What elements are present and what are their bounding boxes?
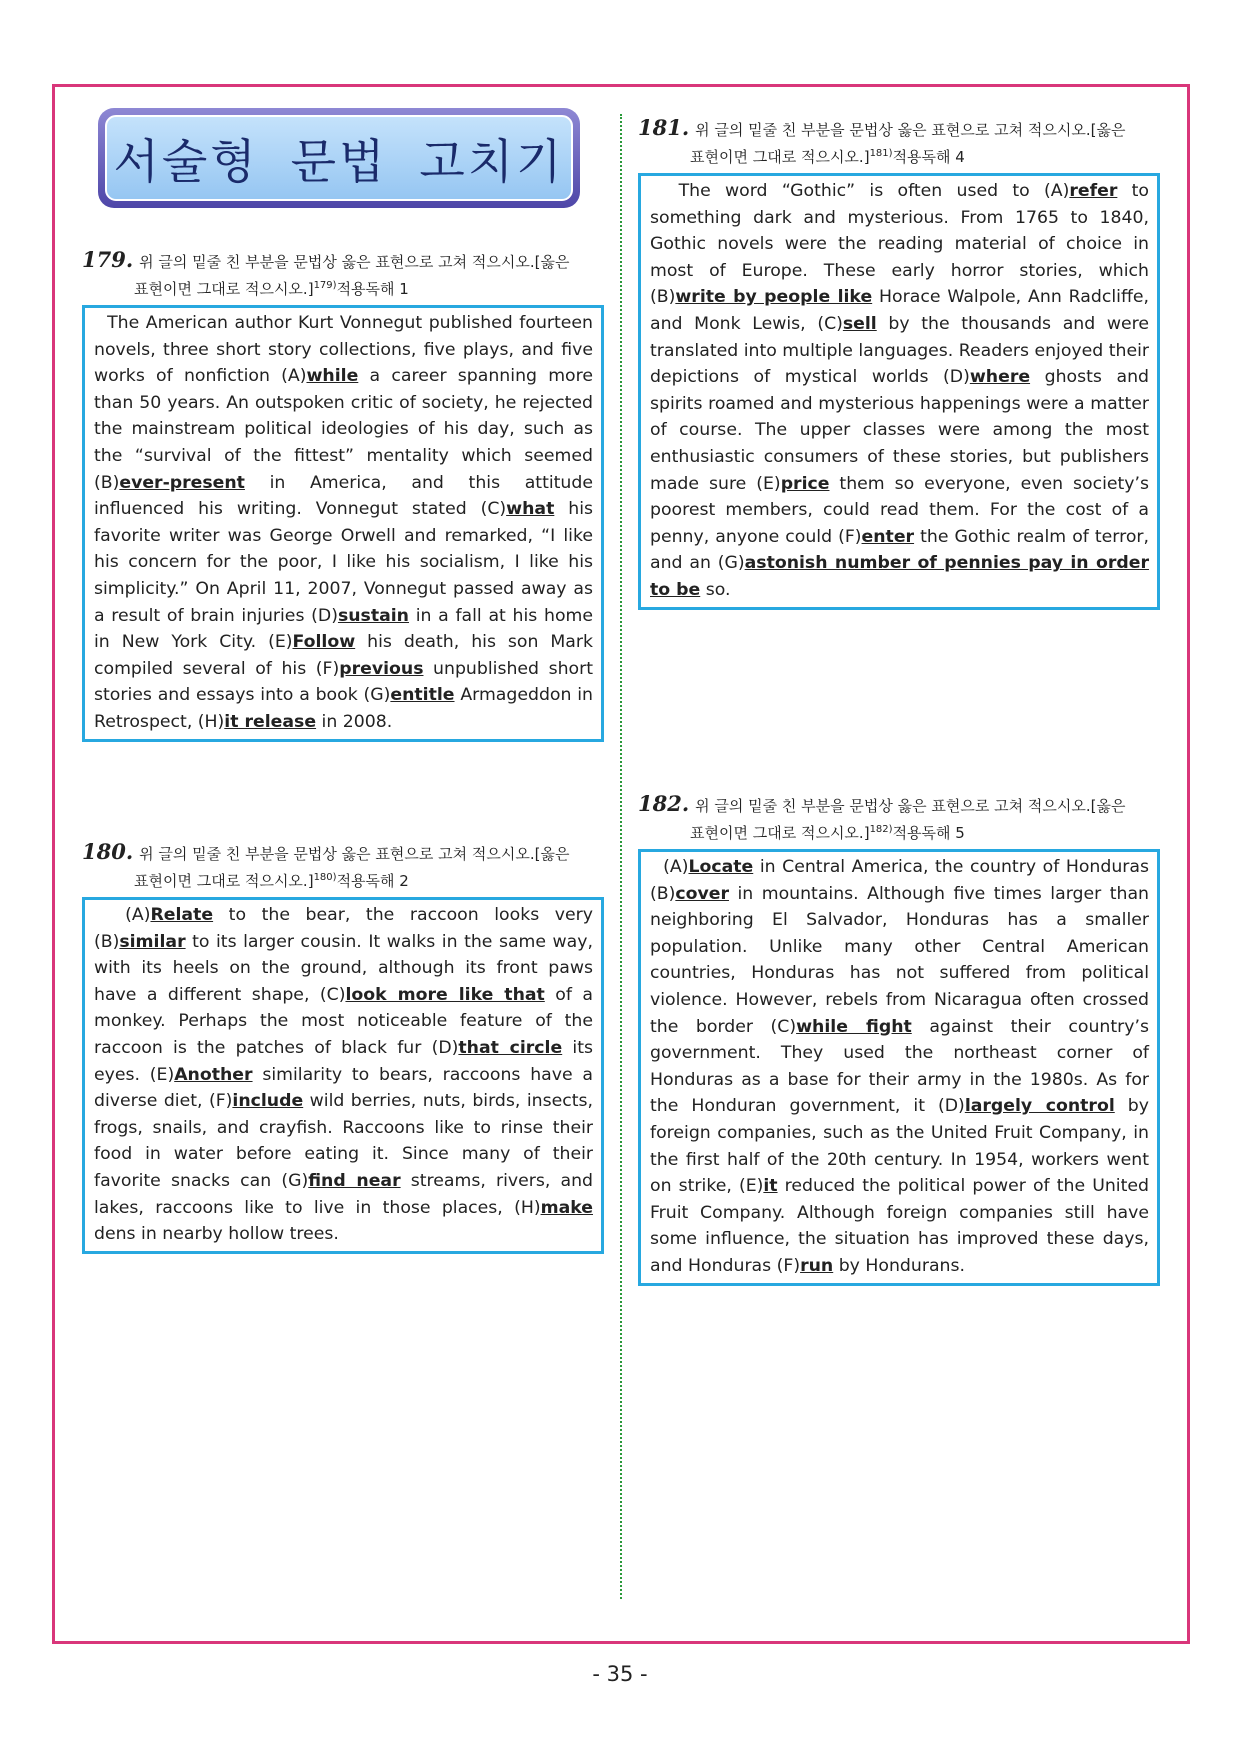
question-instruction-cont: 표현이면 그대로 적으시오.] [134,872,314,890]
underlined-expression: Follow [292,632,356,653]
passage-text: The American author Kurt Vonnegut published fourteen novels, three short story collections, five plays, and five works of nonfiction (A) [94,313,593,387]
question-instruction-cont: 표현이면 그대로 적으시오.] [134,280,314,298]
passage-text: similarity to bears, raccoons have a diverse diet, (F) [94,1064,593,1112]
question-source: 적용독해 1 [336,280,409,298]
section-title-banner [98,108,580,208]
question-instruction: 위 글의 밑줄 친 부분을 문법상 옳은 표현으로 고쳐 적으시오.[옳은 [695,121,1126,139]
underlined-expression: Locate [688,857,754,877]
footnote-ref: 180) [313,872,337,883]
passage-text: (A) [650,857,689,877]
underlined-expression: enter [861,526,915,547]
question-179 [82,248,604,742]
underlined-expression: similar [119,931,186,952]
passage-text: them so everyone, even society’s poorest members, could read them. For the cost of a penny, anyone could (F) [650,473,1149,547]
passage-text: ghosts and spirits roamed and mysterious happenings were a matter of course. The upper classes were among the most enthusiastic consumers of these stories, but publishers made sure (E) [650,367,1149,494]
underlined-expression: price [780,473,830,494]
passage-text: Horace Walpole, Ann Radcliffe, and Monk Lewis, (C) [650,287,1149,334]
passage-box [82,305,604,742]
underlined-expression: write by people like [675,287,873,308]
question-instruction: 위 글의 밑줄 친 부분을 문법상 옳은 표현으로 고쳐 적으시오.[옳은 [695,797,1126,815]
underlined-expression: Relate [150,905,214,925]
passage-text: the Gothic realm of terror, and an (G) [650,526,1150,574]
underlined-expression: where [969,367,1031,388]
passage-text: (A) [94,905,151,925]
underlined-expression: while fight [796,1016,912,1037]
passage-text: The word “Gothic” is often used to (A) [650,181,1070,201]
underlined-expression: astonish number of pennies pay in order to be [650,553,1149,600]
passage-text: in mountains. Although five times larger than neighboring El Salvador, Honduras has a smaller population. Unlike many other Central American countries, Honduras has not suffered from political violence. However, rebels from Nicaragua often crossed the border (C) [650,883,1149,1037]
underlined-expression: sustain [337,605,409,626]
question-header [638,116,1160,169]
question-instruction-cont: 표현이면 그대로 적으시오.] [690,148,870,166]
passage-text: its eyes. (E) [94,1037,593,1085]
footnote-ref: 181) [869,148,893,159]
underlined-expression: run [800,1255,834,1276]
question-instruction: 위 글의 밑줄 친 부분을 문법상 옳은 표현으로 고쳐 적으시오.[옳은 [139,253,570,271]
passage-box [638,849,1160,1286]
underlined-expression: sell [842,313,877,334]
question-source: 적용독해 5 [892,824,965,842]
passage-text: reduced the political power of the United Fruit Company. Although foreign companies still have some influence, the situation has improved these days, and Honduras (F) [650,1176,1149,1276]
passage-text: to something dark and mysterious. From 1765 to 1840, Gothic novels were the reading material of choice in most of Europe. These early horror stories, which (B) [650,181,1150,308]
passage-text: by Hondurans. [833,1255,965,1276]
passage-text: by the thousands and were translated into multiple languages. Readers enjoyed their depictions of mystical worlds (D) [650,313,1149,388]
footnote-ref: 179) [313,280,337,291]
passage-text: his death, his son Mark compiled several of his (F) [94,632,593,679]
underlined-expression: what [506,499,555,520]
question-header [82,840,604,893]
passage-text: so. [700,579,731,600]
question-182 [638,792,1160,1286]
passage-box [638,173,1160,610]
page-number: - 35 - [592,1662,648,1686]
underlined-expression: it release [224,711,317,732]
passage-text: in 2008. [316,711,393,732]
question-header [82,248,604,301]
passage-text: a career spanning more than 50 years. An outspoken critic of society, he rejected the mainstream political ideologies of his day, such as the “survival of the fittest” mentality which seemed (B) [94,366,593,493]
underlined-expression: look more like that [345,984,545,1005]
question-number: 179. [82,247,134,272]
section-title-inner [105,115,573,201]
passage-text: dens in nearby hollow trees. [94,1224,339,1245]
passage-text: to the bear, the raccoon looks very (B) [94,905,593,952]
underlined-expression: make [540,1197,593,1218]
passage-text: to its larger cousin. It walks in the same way, with its heels on the ground, although its front paws have a different shape, (C) [94,931,593,1005]
passage-text: Armageddon in Retrospect, (H) [94,685,593,732]
footnote-ref: 182) [869,824,893,835]
passage-text: of a monkey. Perhaps the most noticeable feature of the raccoon is the patches of black fur (D) [94,984,593,1058]
question-instruction-cont: 표현이면 그대로 적으시오.] [690,824,870,842]
question-instruction: 위 글의 밑줄 친 부분을 문법상 옳은 표현으로 고쳐 적으시오.[옳은 [139,845,570,863]
question-180 [82,840,604,1254]
underlined-expression: find near [308,1170,401,1191]
underlined-expression: previous [339,658,424,679]
question-source: 적용독해 2 [336,872,409,890]
passage-text: in America, and this attitude influenced his writing. Vonnegut stated (C) [94,472,593,520]
passage-text: wild berries, nuts, birds, insects, frogs, snails, and crayfish. Raccoons like to rinse their food in water before eating it. Since many of their favorite snacks can (G) [94,1091,593,1191]
passage-text: by foreign companies, such as the United Fruit Company, in the first half of the 20th century. In 1954, workers went on strike, (E) [650,1096,1149,1197]
passage-text: unpublished short stories and essays into a book (G) [94,658,593,706]
question-number: 182. [638,791,690,816]
underlined-expression: entitle [390,685,455,706]
underlined-expression: that circle [458,1037,563,1058]
passage-text: in a fall at his home in New York City. (E) [94,605,593,653]
question-header [638,792,1160,845]
underlined-expression: refer [1069,181,1118,201]
question-number: 180. [82,839,134,864]
question-source: 적용독해 4 [892,148,965,166]
underlined-expression: largely control [964,1096,1115,1117]
question-181 [638,116,1160,610]
underlined-expression: Another [174,1064,253,1085]
passage-box [82,897,604,1254]
underlined-expression: while [306,366,359,387]
underlined-expression: cover [675,883,729,904]
passage-text: streams, rivers, and lakes, raccoons like to live in those places, (H) [94,1170,594,1218]
passage-text: against their country’s government. They used the northeast corner of Honduras as a base for their army in the 1980s. As for the Honduran government, it (D) [650,1016,1149,1117]
column-divider [620,114,622,1599]
underlined-expression: include [232,1091,304,1112]
underlined-expression: ever-present [119,472,245,493]
question-number: 181. [638,115,690,140]
passage-text: in Central America, the country of Honduras (B) [650,857,1149,904]
passage-text: his favorite writer was George Orwell and remarked, “I like his concern for the poor, I like his socialism, I like his simplicity.” On April 11, 2007, Vonnegut passed away as a result of brain injuries (D) [94,499,593,626]
section-title: 서술형 문법 고치기 [113,134,565,190]
underlined-expression: it [763,1176,778,1197]
